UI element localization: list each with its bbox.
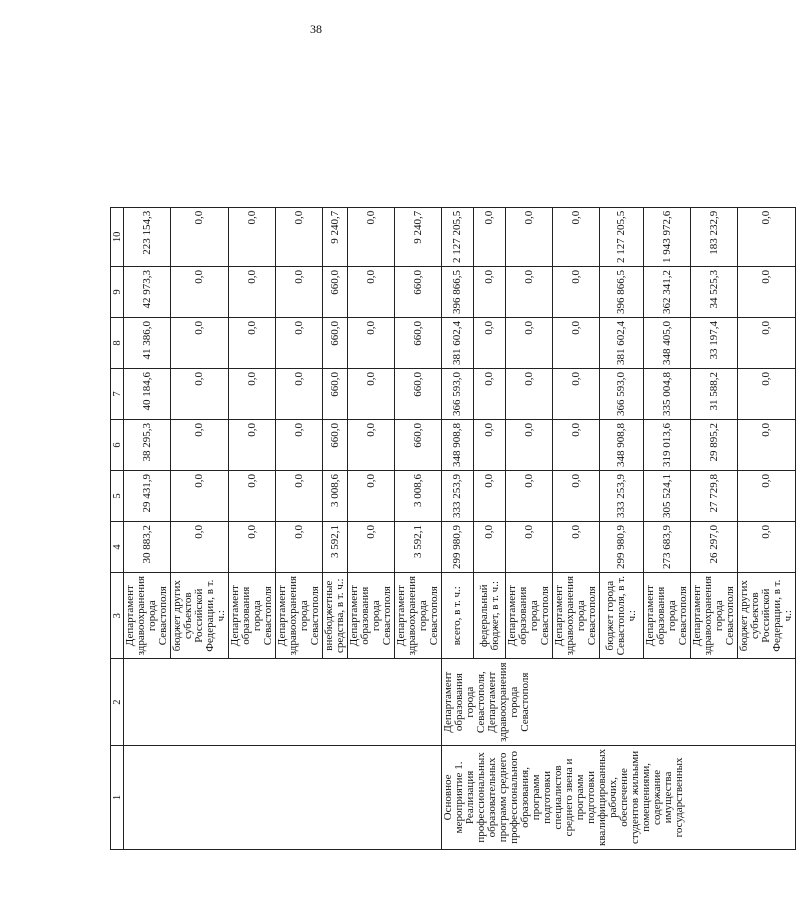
source-cell: Департамент образования города Севастополя bbox=[644, 572, 691, 658]
measure-cell: Основное мероприятие 1. Реализация профессиональных образовательных программ среднего профессионального образования, программ подготовки специалистов среднего звена и программ подготовки квалифицированных рабочих, обеспечение студентов жильыми помещениями, содержание имущества государственных bbox=[442, 745, 796, 849]
header-cell: 6 bbox=[111, 419, 124, 470]
value-cell: 0,0 bbox=[738, 266, 796, 317]
value-cell: 3 592,1 bbox=[323, 521, 348, 572]
value-cell: 3 008,6 bbox=[323, 470, 348, 521]
value-cell: 29 895,2 bbox=[691, 419, 738, 470]
value-cell: 0,0 bbox=[348, 368, 395, 419]
value-cell: 223 154,3 bbox=[124, 207, 171, 266]
value-cell: 348 908,8 bbox=[600, 419, 644, 470]
value-cell: 33 197,4 bbox=[691, 317, 738, 368]
value-cell: 0,0 bbox=[738, 317, 796, 368]
source-cell: бюджет города Севастополя, в т. ч.: bbox=[600, 572, 644, 658]
value-cell: 0,0 bbox=[276, 317, 323, 368]
value-cell: 396 866,5 bbox=[600, 266, 644, 317]
value-cell: 0,0 bbox=[553, 470, 600, 521]
value-cell: 0,0 bbox=[553, 207, 600, 266]
value-cell: 0,0 bbox=[276, 521, 323, 572]
value-cell: 396 866,5 bbox=[442, 266, 474, 317]
value-cell: 660,0 bbox=[395, 419, 442, 470]
value-cell: 0,0 bbox=[506, 207, 553, 266]
value-cell: 305 524,1 bbox=[644, 470, 691, 521]
value-cell: 335 004,8 bbox=[644, 368, 691, 419]
value-cell: 381 602,4 bbox=[600, 317, 644, 368]
value-cell: 0,0 bbox=[553, 419, 600, 470]
value-cell: 0,0 bbox=[171, 368, 229, 419]
value-cell: 299 980,9 bbox=[442, 521, 474, 572]
value-cell: 31 588,2 bbox=[691, 368, 738, 419]
value-cell: 660,0 bbox=[395, 266, 442, 317]
value-cell: 0,0 bbox=[348, 470, 395, 521]
value-cell: 41 386,0 bbox=[124, 317, 171, 368]
value-cell: 0,0 bbox=[276, 207, 323, 266]
source-cell: федеральный бюджет, в т. ч.: bbox=[474, 572, 506, 658]
table-row bbox=[442, 207, 474, 849]
value-cell: 34 525,3 bbox=[691, 266, 738, 317]
value-cell: 0,0 bbox=[506, 521, 553, 572]
value-cell: 0,0 bbox=[348, 266, 395, 317]
value-cell: 660,0 bbox=[395, 368, 442, 419]
value-cell: 26 297,0 bbox=[691, 521, 738, 572]
rotated-table-wrapper bbox=[110, 207, 796, 850]
page-number: 38 bbox=[310, 22, 322, 36]
source-cell: всего, в т. ч.: bbox=[442, 572, 474, 658]
value-cell: 0,0 bbox=[474, 521, 506, 572]
value-cell: 0,0 bbox=[276, 419, 323, 470]
value-cell: 30 883,2 bbox=[124, 521, 171, 572]
value-cell: 0,0 bbox=[276, 470, 323, 521]
value-cell: 9 240,7 bbox=[395, 207, 442, 266]
source-cell: Департамент здравоохранения города Севастополя bbox=[553, 572, 600, 658]
value-cell: 0,0 bbox=[348, 521, 395, 572]
value-cell: 0,0 bbox=[553, 317, 600, 368]
value-cell: 362 341,2 bbox=[644, 266, 691, 317]
source-cell: Департамент здравоохранения города Севастополя bbox=[124, 572, 171, 658]
value-cell: 0,0 bbox=[506, 419, 553, 470]
value-cell: 0,0 bbox=[474, 317, 506, 368]
value-cell: 0,0 bbox=[229, 368, 276, 419]
value-cell: 319 013,6 bbox=[644, 419, 691, 470]
source-cell: Департамент образования города Севастополя bbox=[506, 572, 553, 658]
header-cell: 2 bbox=[111, 659, 124, 745]
budget-table bbox=[110, 207, 796, 850]
value-cell: 9 240,7 bbox=[323, 207, 348, 266]
value-cell: 0,0 bbox=[171, 266, 229, 317]
value-cell: 0,0 bbox=[506, 470, 553, 521]
value-cell: 0,0 bbox=[738, 368, 796, 419]
value-cell: 0,0 bbox=[229, 470, 276, 521]
measure-cell-empty bbox=[124, 745, 442, 849]
value-cell: 0,0 bbox=[348, 317, 395, 368]
header-row bbox=[111, 207, 124, 849]
value-cell: 0,0 bbox=[474, 266, 506, 317]
header-cell: 5 bbox=[111, 470, 124, 521]
value-cell: 660,0 bbox=[395, 317, 442, 368]
value-cell: 381 602,4 bbox=[442, 317, 474, 368]
value-cell: 0,0 bbox=[506, 317, 553, 368]
value-cell: 0,0 bbox=[171, 419, 229, 470]
value-cell: 0,0 bbox=[229, 207, 276, 266]
header-cell: 4 bbox=[111, 521, 124, 572]
value-cell: 2 127 205,5 bbox=[600, 207, 644, 266]
value-cell: 0,0 bbox=[171, 317, 229, 368]
value-cell: 660,0 bbox=[323, 317, 348, 368]
value-cell: 0,0 bbox=[474, 470, 506, 521]
header-cell: 10 bbox=[111, 207, 124, 266]
value-cell: 366 593,0 bbox=[442, 368, 474, 419]
value-cell: 27 729,8 bbox=[691, 470, 738, 521]
value-cell: 29 431,9 bbox=[124, 470, 171, 521]
value-cell: 3 008,6 bbox=[395, 470, 442, 521]
source-cell: Департамент здравоохранения города Севастополя bbox=[395, 572, 442, 658]
value-cell: 0,0 bbox=[738, 207, 796, 266]
source-cell: Департамент образования города Севастополя bbox=[348, 572, 395, 658]
value-cell: 366 593,0 bbox=[600, 368, 644, 419]
value-cell: 0,0 bbox=[171, 470, 229, 521]
header-cell: 3 bbox=[111, 572, 124, 658]
value-cell: 0,0 bbox=[229, 317, 276, 368]
value-cell: 660,0 bbox=[323, 368, 348, 419]
header-cell: 8 bbox=[111, 317, 124, 368]
value-cell: 183 232,9 bbox=[691, 207, 738, 266]
value-cell: 3 592,1 bbox=[395, 521, 442, 572]
value-cell: 0,0 bbox=[474, 207, 506, 266]
value-cell: 38 295,3 bbox=[124, 419, 171, 470]
source-cell: Департамент образования города Севастополя bbox=[229, 572, 276, 658]
value-cell: 0,0 bbox=[474, 419, 506, 470]
value-cell: 0,0 bbox=[738, 470, 796, 521]
executor-cell-empty bbox=[124, 659, 442, 745]
header-cell: 9 bbox=[111, 266, 124, 317]
value-cell: 0,0 bbox=[276, 266, 323, 317]
source-cell: Департамент здравоохранения города Севастополя bbox=[276, 572, 323, 658]
value-cell: 0,0 bbox=[348, 207, 395, 266]
value-cell: 40 184,6 bbox=[124, 368, 171, 419]
value-cell: 0,0 bbox=[506, 368, 553, 419]
value-cell: 0,0 bbox=[553, 521, 600, 572]
header-cell: 1 bbox=[111, 745, 124, 849]
value-cell: 0,0 bbox=[171, 207, 229, 266]
source-cell: Департамент здравоохранения города Севастополя bbox=[691, 572, 738, 658]
source-cell: бюджет других субъектов Российской Федерации, в т. ч.: bbox=[738, 572, 796, 658]
value-cell: 348 405,0 bbox=[644, 317, 691, 368]
value-cell: 2 127 205,5 bbox=[442, 207, 474, 266]
value-cell: 42 973,3 bbox=[124, 266, 171, 317]
value-cell: 0,0 bbox=[738, 419, 796, 470]
executor-cell: Департамент образования города Севастополя, Департамент здравоохранения города Севастополя bbox=[442, 659, 796, 745]
value-cell: 0,0 bbox=[229, 266, 276, 317]
value-cell: 0,0 bbox=[553, 266, 600, 317]
value-cell: 0,0 bbox=[229, 521, 276, 572]
value-cell: 0,0 bbox=[276, 368, 323, 419]
value-cell: 348 908,8 bbox=[442, 419, 474, 470]
value-cell: 273 683,9 bbox=[644, 521, 691, 572]
value-cell: 299 980,9 bbox=[600, 521, 644, 572]
value-cell: 0,0 bbox=[474, 368, 506, 419]
value-cell: 660,0 bbox=[323, 266, 348, 317]
source-cell: внебюджетные средства, в т. ч.: bbox=[323, 572, 348, 658]
value-cell: 0,0 bbox=[553, 368, 600, 419]
value-cell: 0,0 bbox=[348, 419, 395, 470]
source-cell: бюджет других субъектов Российской Федерации, в т. ч.: bbox=[171, 572, 229, 658]
table-row bbox=[124, 207, 171, 849]
value-cell: 333 253,9 bbox=[442, 470, 474, 521]
value-cell: 0,0 bbox=[738, 521, 796, 572]
value-cell: 1 943 972,6 bbox=[644, 207, 691, 266]
header-cell: 7 bbox=[111, 368, 124, 419]
value-cell: 0,0 bbox=[229, 419, 276, 470]
value-cell: 333 253,9 bbox=[600, 470, 644, 521]
value-cell: 0,0 bbox=[506, 266, 553, 317]
value-cell: 660,0 bbox=[323, 419, 348, 470]
value-cell: 0,0 bbox=[171, 521, 229, 572]
